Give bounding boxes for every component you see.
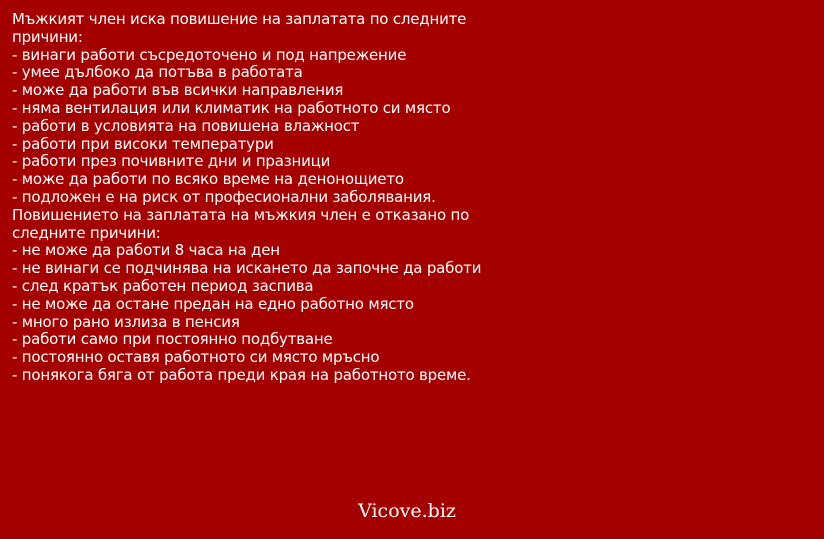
joke-line: Мъжкият член иска повишение на заплатата по следните bbox=[12, 10, 467, 28]
joke-line: - работи през почивните дни и празници bbox=[12, 152, 331, 171]
joke-line: - много рано излиза в пенсия bbox=[12, 312, 240, 331]
joke-line: - след кратък работен период заспива bbox=[12, 276, 314, 295]
joke-text bbox=[12, 11, 812, 385]
joke-line: - не винаги се подчинява на искането да започне да работи bbox=[12, 259, 482, 278]
joke-line: - няма вентилация или климатик на работното си място bbox=[12, 98, 451, 117]
joke-line: - работи само при постоянно подбутване bbox=[12, 330, 333, 349]
joke-line: - постоянно оставя работното си място мръсно bbox=[12, 348, 380, 367]
joke-line: - умее дълбоко да потъва в работата bbox=[12, 63, 303, 82]
joke-line: - работи при високи температури bbox=[12, 134, 274, 153]
joke-line: - не може да остане предан на едно работно място bbox=[12, 294, 414, 313]
joke-line: - работи в условията на повишена влажност bbox=[12, 116, 360, 135]
joke-line: - може да работи по всяко време на денонощието bbox=[12, 170, 404, 189]
site-watermark: Vicove.biz bbox=[358, 500, 456, 522]
joke-line: - винаги работи съсредоточено и под напрежение bbox=[12, 45, 407, 64]
joke-line: - понякога бяга от работа преди края на работното време. bbox=[12, 365, 471, 384]
joke-line: - подложен е на риск от професионални заболявания. bbox=[12, 187, 436, 206]
joke-line: причини: bbox=[12, 27, 83, 46]
joke-line: - може да работи във всички направления bbox=[12, 81, 344, 100]
joke-line: Повишението на заплатата на мъжкия член е отказано по bbox=[12, 205, 470, 224]
joke-line: следните причини: bbox=[12, 223, 161, 242]
joke-line: - не може да работи 8 часа на ден bbox=[12, 241, 280, 260]
